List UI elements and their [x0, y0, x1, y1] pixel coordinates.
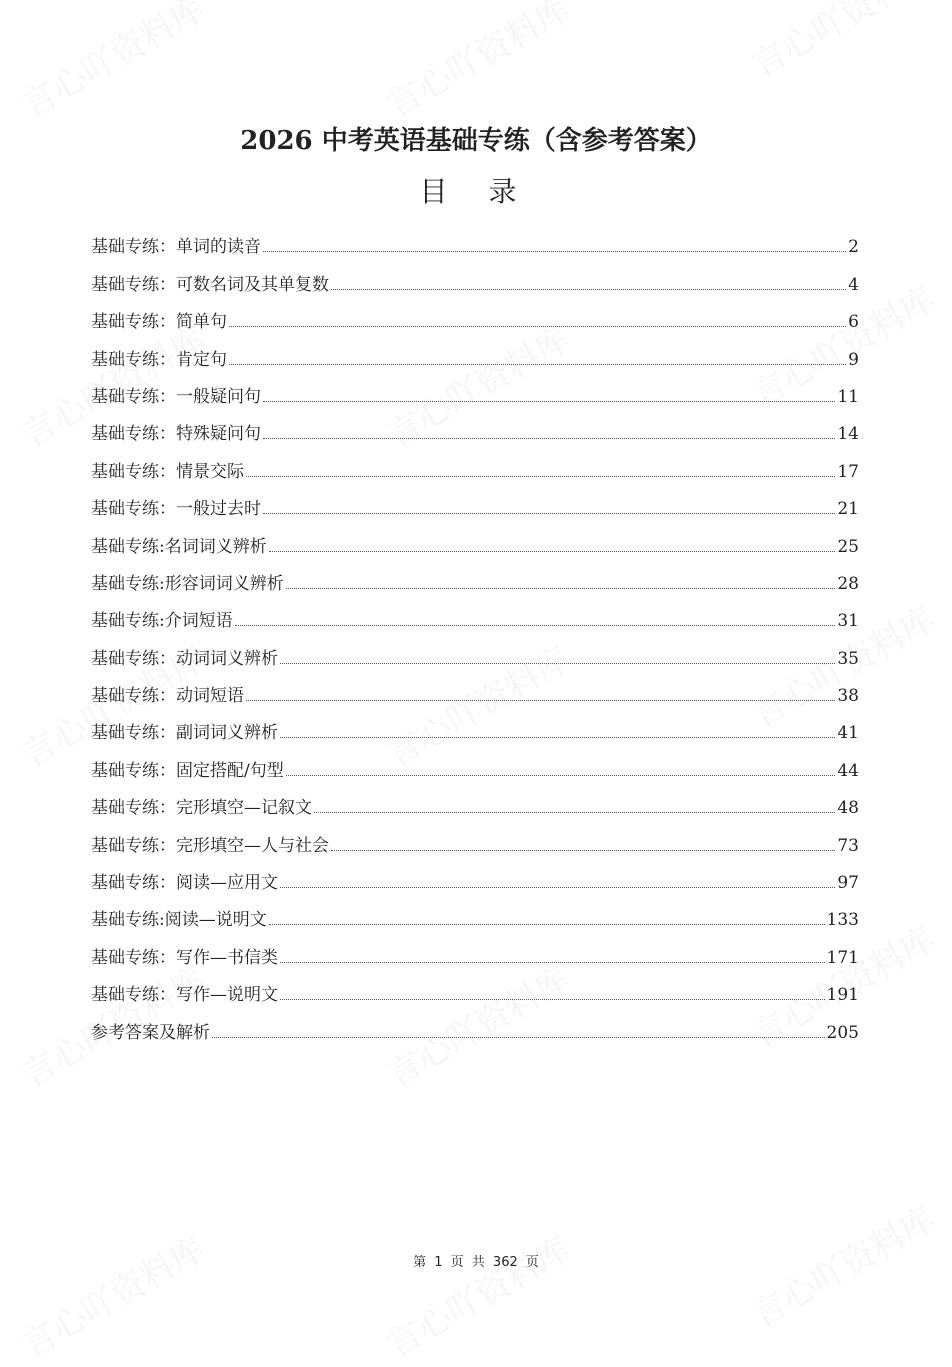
- leader-dots: [263, 401, 835, 402]
- toc-entry[interactable]: [91, 856, 859, 893]
- toc-entry-label: 基础专练：动词词义辨析: [91, 648, 278, 669]
- toc-entry-page: 171: [826, 947, 859, 968]
- toc-entry-label: 基础专练：写作—说明文: [91, 985, 278, 1006]
- toc-heading: 目 录: [419, 175, 533, 208]
- toc-entry[interactable]: [91, 482, 859, 519]
- table-of-contents: [91, 220, 859, 1043]
- toc-entry-label: 基础专练：一般过去时: [91, 499, 261, 520]
- toc-entry-page: 6: [848, 312, 859, 333]
- toc-entry[interactable]: [91, 631, 859, 668]
- toc-entry[interactable]: [91, 930, 859, 967]
- leader-dots: [331, 850, 835, 851]
- leader-dots: [331, 289, 846, 290]
- leader-dots: [263, 438, 835, 439]
- leader-dots: [280, 887, 835, 888]
- toc-entry-page: 4: [848, 274, 859, 295]
- toc-entry[interactable]: [91, 332, 859, 369]
- toc-entry[interactable]: [91, 781, 859, 818]
- watermark-text: [376, 1222, 577, 1366]
- leader-dots: [286, 588, 836, 589]
- leader-dots: [246, 700, 835, 701]
- toc-entry-label: 基础专练：单词的读音: [91, 237, 261, 258]
- leader-dots: [235, 625, 836, 626]
- toc-entry-page: 48: [837, 798, 859, 819]
- toc-entry[interactable]: [91, 407, 859, 444]
- toc-entry-page: 17: [837, 461, 859, 482]
- leader-dots: [280, 999, 825, 1000]
- leader-dots: [280, 663, 835, 664]
- toc-entry-page: 133: [826, 910, 859, 931]
- toc-entry[interactable]: [91, 743, 859, 780]
- toc-entry-page: 191: [826, 985, 859, 1006]
- leader-dots: [229, 364, 846, 365]
- toc-entry-label: 基础专练：可数名词及其单复数: [91, 274, 329, 295]
- toc-entry[interactable]: [91, 968, 859, 1005]
- toc-entry-label: 基础专练：情景交际: [91, 461, 244, 482]
- leader-dots: [263, 513, 835, 514]
- toc-entry-label: 基础专练：写作—书信类: [91, 947, 278, 968]
- toc-entry[interactable]: [91, 1005, 859, 1042]
- leader-dots: [246, 476, 835, 477]
- toc-entry[interactable]: [91, 594, 859, 631]
- leader-dots: [212, 1037, 825, 1038]
- toc-entry[interactable]: [91, 444, 859, 481]
- page-footer: 第 1 页 共 362 页: [413, 1255, 539, 1270]
- toc-entry-page: 31: [837, 611, 859, 632]
- toc-entry-label: 基础专练:介词短语: [91, 611, 233, 632]
- toc-entry[interactable]: [91, 370, 859, 407]
- toc-entry-label: 基础专练：一般疑问句: [91, 386, 261, 407]
- watermark-text: [741, 0, 942, 87]
- toc-entry[interactable]: [91, 519, 859, 556]
- document-title: 2026 中考英语基础专练（含参考答案）: [240, 126, 712, 156]
- toc-entry-label: 基础专练：完形填空—记叙文: [91, 798, 312, 819]
- toc-entry-label: 基础专练：副词词义辨析: [91, 723, 278, 744]
- toc-entry[interactable]: [91, 257, 859, 294]
- toc-entry-label: 基础专练：固定搭配/句型: [91, 760, 284, 781]
- toc-entry-page: 9: [848, 349, 859, 370]
- leader-dots: [269, 924, 825, 925]
- toc-entry-page: 2: [848, 237, 859, 258]
- leader-dots: [280, 737, 835, 738]
- toc-entry[interactable]: [91, 893, 859, 930]
- toc-entry-page: 44: [837, 760, 859, 781]
- toc-entry[interactable]: [91, 818, 859, 855]
- toc-entry[interactable]: [91, 295, 859, 332]
- toc-entry-page: 35: [837, 648, 859, 669]
- watermark-text: [11, 1222, 212, 1366]
- toc-entry-page: 11: [837, 386, 859, 407]
- toc-entry-page: 41: [837, 723, 859, 744]
- toc-entry-label: 基础专练：阅读—应用文: [91, 873, 278, 894]
- toc-entry-page: 14: [837, 424, 859, 445]
- toc-entry[interactable]: [91, 557, 859, 594]
- watermark-text: [11, 0, 212, 127]
- toc-entry-label: 基础专练:阅读—说明文: [91, 910, 267, 931]
- toc-entry[interactable]: [91, 706, 859, 743]
- toc-entry-page: 73: [837, 835, 859, 856]
- leader-dots: [286, 775, 836, 776]
- toc-entry-page: 97: [837, 873, 859, 894]
- toc-entry-label: 参考答案及解析: [91, 1022, 210, 1043]
- toc-entry-page: 25: [837, 536, 859, 557]
- leader-dots: [280, 962, 825, 963]
- toc-entry[interactable]: [91, 669, 859, 706]
- leader-dots: [269, 551, 836, 552]
- toc-entry-page: 205: [826, 1022, 859, 1043]
- leader-dots: [229, 326, 846, 327]
- toc-entry-page: 38: [837, 686, 859, 707]
- toc-entry-label: 基础专练：肯定句: [91, 349, 227, 370]
- toc-entry-label: 基础专练：简单句: [91, 312, 227, 333]
- toc-entry-label: 基础专练：动词短语: [91, 686, 244, 707]
- toc-entry-label: 基础专练：特殊疑问句: [91, 424, 261, 445]
- toc-entry-page: 28: [837, 573, 859, 594]
- leader-dots: [314, 812, 835, 813]
- toc-entry-label: 基础专练：完形填空—人与社会: [91, 835, 329, 856]
- toc-entry[interactable]: [91, 220, 859, 257]
- toc-entry-label: 基础专练:形容词词义辨析: [91, 573, 284, 594]
- toc-entry-page: 21: [837, 499, 859, 520]
- toc-entry-label: 基础专练:名词词义辨析: [91, 536, 267, 557]
- leader-dots: [263, 251, 846, 252]
- watermark-text: [376, 0, 577, 127]
